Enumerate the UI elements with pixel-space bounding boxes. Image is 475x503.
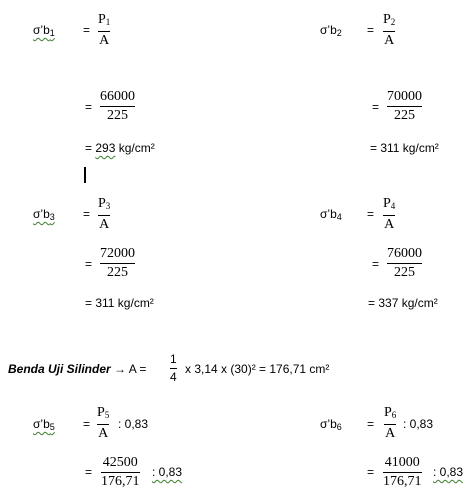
eq-calc4: = [372,257,380,271]
fraction-p5-a: $P_5$ A [97,405,110,441]
fraction-72000-225: 72000 225 [100,246,135,280]
arrow-icon: → [114,362,127,376]
cylinder-heading [8,363,146,375]
sigma-b5-label: $\sigma’b_5$ [33,417,55,432]
fraction-one-quarter: 1 4 [170,352,177,384]
fraction-p6-a: $P_6$ A [384,405,397,441]
area-equals: A = [128,362,147,376]
text-cursor [84,167,86,183]
sigma-b1-label: $\sigma’b_1$ [33,23,55,38]
fraction-70000-225: 70000 225 [387,89,422,123]
fraction-p4-a: $P_4$ A [383,196,396,232]
fraction-42500-176-71: 42500 176,71 [101,455,140,489]
sigma-b6-label: $\sigma’b_6$ [320,417,342,432]
fraction-66000-225: 66000 225 [100,89,135,123]
result-calc4: = 337 kg/cm² [368,296,438,310]
divide-calc5: : 0,83 [152,465,183,479]
fraction-41000-176-71: 41000 176,71 [383,455,422,489]
result-calc2: = 311 kg/cm² [370,141,439,155]
fraction-p2-a: $P_2$ A [383,12,396,48]
result-calc3: = 311 kg/cm² [85,296,154,310]
eq-b3: = [83,207,91,221]
divide-b5: : 0,83 [118,417,149,431]
eq-b1: = [83,23,91,37]
fraction-76000-225: 76000 225 [387,246,422,280]
sigma-b4-label: $\sigma’b_4$ [320,207,342,222]
result-calc1: = 293 kg/cm² [85,141,155,155]
eq-calc6: = [367,465,375,479]
sigma-b3-label: $\sigma’b_3$ [33,207,55,222]
cylinder-title: Benda Uji Silinder [8,362,111,376]
eq-calc5: = [85,465,93,479]
divide-b6: : 0,83 [403,417,434,431]
eq-calc2: = [372,100,380,114]
eq-calc1: = [85,100,93,114]
fraction-p1-a: $P_1$ A [98,12,111,48]
eq-calc3: = [85,257,93,271]
sigma-b2-label: $\sigma’b_2$ [320,23,342,38]
divide-calc6: : 0,83 [433,465,464,479]
eq-b6: = [367,417,375,431]
eq-b2: = [367,23,375,37]
fraction-p3-a: $P_3$ A [98,196,111,232]
eq-b5: = [83,417,91,431]
cylinder-area-expression: x 3,14 x (30)² = 176,71 cm² [185,362,330,376]
eq-b4: = [367,207,375,221]
